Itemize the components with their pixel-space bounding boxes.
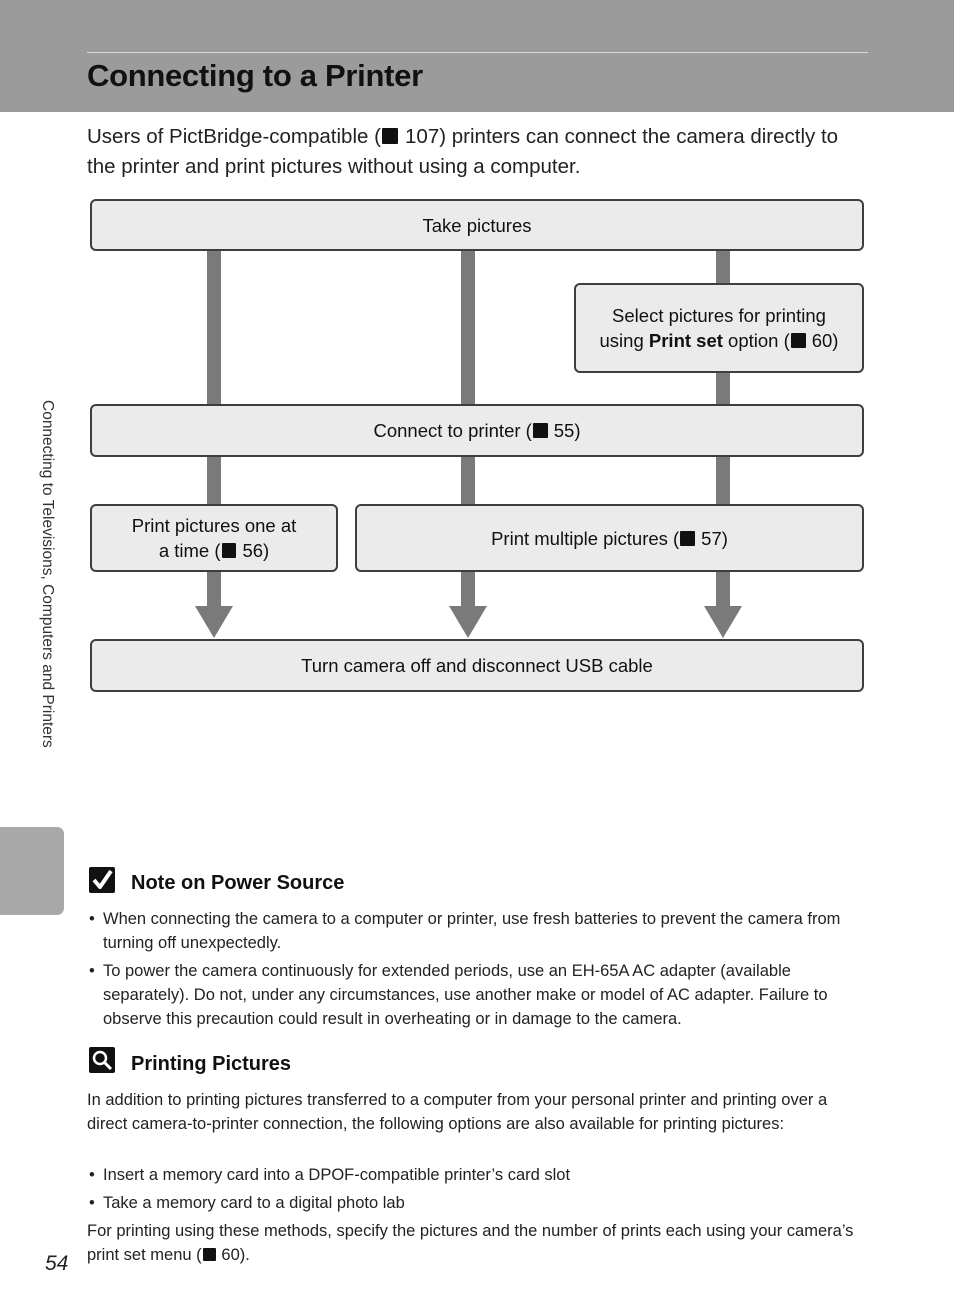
note-power-list bbox=[87, 907, 867, 1035]
print-set-term: Print set bbox=[648, 330, 723, 351]
select-line1: Select pictures for printing bbox=[612, 305, 826, 326]
checkmark-note-icon bbox=[89, 867, 115, 893]
page-reference-icon bbox=[533, 423, 548, 438]
step-connect-printer-label bbox=[373, 418, 580, 443]
multi-close: ) bbox=[721, 527, 728, 549]
chapter-side-tab bbox=[0, 827, 64, 915]
page-reference-icon bbox=[791, 333, 806, 348]
printing-pictures-outro bbox=[87, 1219, 867, 1267]
step-turn-off bbox=[90, 639, 864, 692]
header-rule bbox=[87, 52, 868, 53]
step-select-pictures bbox=[574, 283, 864, 373]
connector-right-mid bbox=[716, 372, 730, 406]
step-print-multiple bbox=[355, 504, 864, 572]
step-take-pictures-label: Take pictures bbox=[422, 214, 532, 236]
intro-text-after: ) printers can connect the camera directly to the printer and print pictures without using a computer. bbox=[87, 125, 839, 178]
page-reference-icon bbox=[203, 1248, 216, 1261]
select-ref-page: 60 bbox=[811, 330, 833, 351]
outro-close: ). bbox=[239, 1246, 250, 1264]
step-print-multiple-label bbox=[491, 526, 728, 551]
connector-center-mid bbox=[461, 456, 475, 506]
arrow-down-center-icon bbox=[449, 606, 487, 638]
connector-left-upper bbox=[207, 250, 221, 406]
arrow-down-left-icon bbox=[195, 606, 233, 638]
connector-right-top bbox=[716, 250, 730, 284]
list-item: • To power the camera continuously for extended periods, use an EH-65A AC adapter (available separately). Do not, under any circumstances, use another make or model of AC adapter. Failure to observe this precaution could result in overheating or in damage to the camera. bbox=[87, 959, 867, 1031]
connect-pre: Connect to printer ( bbox=[373, 420, 532, 441]
connector-center-upper bbox=[461, 250, 475, 406]
connector-left-bottom bbox=[207, 570, 221, 608]
select-close: ) bbox=[832, 330, 839, 351]
printing-pictures-list bbox=[87, 1163, 867, 1219]
step-take-pictures bbox=[90, 199, 864, 251]
intro-ref-page: 107 bbox=[405, 125, 440, 148]
page-number: 54 bbox=[45, 1252, 69, 1275]
outro-ref-page: 60 bbox=[221, 1246, 240, 1264]
step-connect-printer bbox=[90, 404, 864, 457]
chapter-side-label: Connecting to Televisions, Computers and Printers bbox=[39, 400, 56, 748]
one-line2-pre: a time ( bbox=[158, 540, 221, 561]
intro-paragraph bbox=[87, 122, 867, 182]
printing-pictures-heading: Printing Pictures bbox=[131, 1053, 292, 1075]
page-reference-icon bbox=[680, 531, 695, 546]
list-item: • When connecting the camera to a computer or printer, use fresh batteries to prevent the camera from turning off unexpectedly. bbox=[87, 907, 867, 955]
page-reference-icon bbox=[222, 543, 237, 558]
page-title: Connecting to a Printer bbox=[87, 58, 423, 93]
magnifier-info-icon bbox=[89, 1047, 115, 1073]
one-ref-page: 56 bbox=[242, 540, 264, 561]
header-band bbox=[0, 0, 954, 112]
connector-right-lower bbox=[716, 456, 730, 506]
connector-left-mid bbox=[207, 456, 221, 506]
arrow-down-right-icon bbox=[704, 606, 742, 638]
page-reference-icon bbox=[382, 128, 398, 144]
step-turn-off-label: Turn camera off and disconnect USB cable bbox=[301, 655, 653, 676]
step-print-one bbox=[90, 504, 338, 572]
list-item: • Take a memory card to a digital photo lab bbox=[87, 1191, 867, 1215]
printing-pictures-intro: In addition to printing pictures transferred to a computer from your personal printer and printing over a direct camera-to-printer connection, the following options are also available for printing pictures: bbox=[87, 1091, 828, 1133]
intro-text-before: Users of PictBridge-compatible ( bbox=[87, 125, 381, 148]
list-item: • Insert a memory card into a DPOF-compatible printer’s card slot bbox=[87, 1163, 867, 1187]
multi-pre: Print multiple pictures ( bbox=[491, 527, 680, 549]
multi-ref-page: 57 bbox=[701, 527, 722, 549]
select-line2-mid: option ( bbox=[722, 330, 790, 351]
note-power-heading: Note on Power Source bbox=[131, 872, 345, 894]
select-line2-pre: using bbox=[599, 330, 649, 351]
one-close: ) bbox=[263, 540, 270, 561]
connect-ref-page: 55 bbox=[553, 420, 575, 441]
one-line1: Print pictures one at bbox=[131, 515, 297, 536]
connector-right-bottom bbox=[716, 570, 730, 608]
step-print-one-label bbox=[132, 513, 297, 563]
outro-pre: For printing using these methods, specify the pictures and the number of prints each using your camera’s print set menu ( bbox=[87, 1222, 854, 1264]
connector-center-bottom bbox=[461, 570, 475, 608]
connect-close: ) bbox=[574, 420, 581, 441]
step-select-pictures-label bbox=[600, 303, 839, 353]
